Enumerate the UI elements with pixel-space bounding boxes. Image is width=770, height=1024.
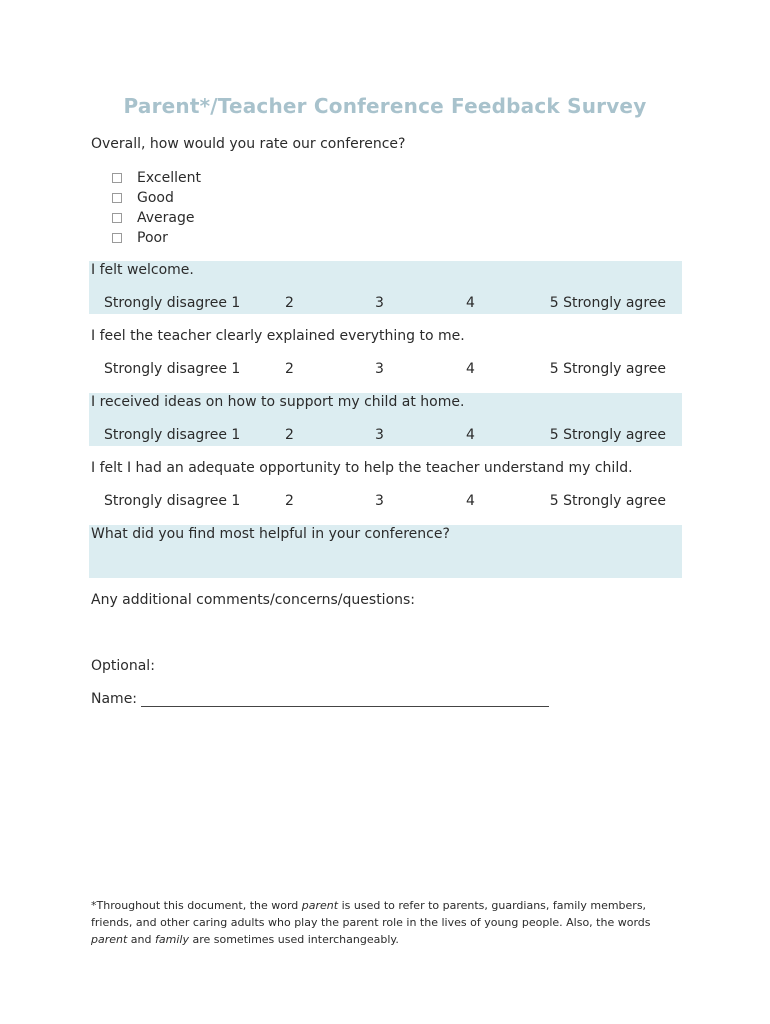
comments-question: Any additional comments/concerns/questions: — [91, 592, 416, 608]
option-good[interactable] — [112, 188, 201, 208]
scale-2[interactable]: 2 — [285, 361, 294, 377]
checkbox[interactable] — [112, 193, 122, 203]
checkbox[interactable] — [112, 173, 122, 183]
overall-question: Overall, how would you rate our conference? — [91, 136, 406, 152]
scale-low[interactable]: Strongly disagree 1 — [104, 427, 241, 443]
footnote-emphasis: parent — [91, 933, 128, 946]
likert-scale — [104, 493, 666, 513]
page-title: Parent*/Teacher Conference Feedback Survey — [123, 94, 647, 118]
footnote-emphasis: family — [155, 933, 189, 946]
likert-scale — [104, 295, 666, 315]
scale-2[interactable]: 2 — [285, 427, 294, 443]
scale-2[interactable]: 2 — [285, 493, 294, 509]
scale-high[interactable]: 5 Strongly agree — [549, 427, 666, 443]
scale-3[interactable]: 3 — [375, 361, 384, 377]
footnote-text: *Throughout this document, the word — [91, 899, 302, 912]
option-average[interactable] — [112, 208, 201, 228]
scale-low[interactable]: Strongly disagree 1 — [104, 295, 241, 311]
option-label: Good — [137, 190, 174, 206]
checkbox[interactable] — [112, 213, 122, 223]
statement-opportunity: I felt I had an adequate opportunity to help the teacher understand my child. — [91, 460, 633, 476]
name-field[interactable] — [141, 706, 549, 707]
scale-4[interactable]: 4 — [466, 427, 475, 443]
likert-scale — [104, 427, 666, 447]
scale-3[interactable]: 3 — [375, 427, 384, 443]
scale-high[interactable]: 5 Strongly agree — [549, 361, 666, 377]
option-label: Average — [137, 210, 195, 226]
footnote — [91, 897, 681, 948]
footnote-text: is used to refer to parents, guardians, family members, friends, and other caring adults who play the parent role in the lives of young people. Also, the words — [91, 899, 651, 929]
option-label: Poor — [137, 230, 168, 246]
checkbox[interactable] — [112, 233, 122, 243]
scale-3[interactable]: 3 — [375, 295, 384, 311]
option-poor[interactable] — [112, 228, 201, 248]
scale-high[interactable]: 5 Strongly agree — [549, 493, 666, 509]
footnote-text: and — [127, 933, 156, 946]
statement-explained: I feel the teacher clearly explained everything to me. — [91, 328, 465, 344]
scale-3[interactable]: 3 — [375, 493, 384, 509]
scale-low[interactable]: Strongly disagree 1 — [104, 361, 241, 377]
statement-ideas: I received ideas on how to support my child at home. — [91, 394, 465, 410]
rating-options — [112, 168, 201, 248]
scale-4[interactable]: 4 — [466, 361, 475, 377]
scale-4[interactable]: 4 — [466, 295, 475, 311]
footnote-text: are sometimes used interchangeably. — [188, 933, 399, 946]
footnote-emphasis: parent — [301, 899, 339, 912]
scale-high[interactable]: 5 Strongly agree — [549, 295, 666, 311]
scale-4[interactable]: 4 — [466, 493, 475, 509]
scale-low[interactable]: Strongly disagree 1 — [104, 493, 241, 509]
optional-heading: Optional: — [91, 658, 155, 674]
name-label: Name: — [91, 691, 138, 707]
likert-scale — [104, 361, 666, 381]
option-excellent[interactable] — [112, 168, 201, 188]
option-label: Excellent — [137, 170, 201, 186]
scale-2[interactable]: 2 — [285, 295, 294, 311]
statement-welcome: I felt welcome. — [91, 262, 194, 278]
helpful-question: What did you find most helpful in your conference? — [91, 526, 450, 542]
